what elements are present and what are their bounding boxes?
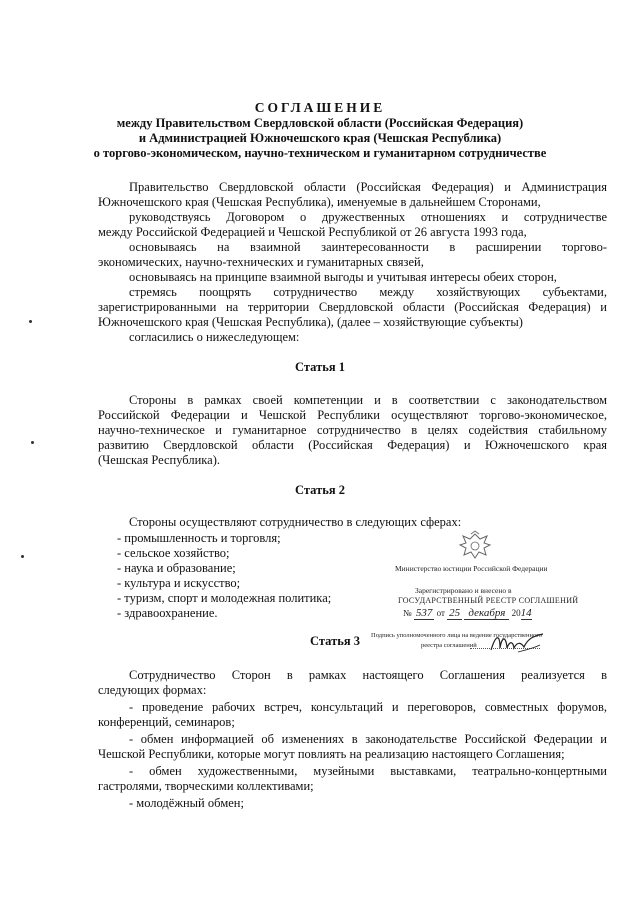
title-line-2: и Администрацией Южночешского края (Чешская Республика) [138,131,502,145]
preamble-line: Правительство Свердловской области (Российская Федерация) и Администрация [129,180,607,194]
article-3-line: следующих формах: [98,683,207,697]
article-3-line: Сотрудничество Сторон в рамках настоящего Соглашения реализуется в [129,668,607,682]
stamp-number-line [403,608,532,619]
stamp-signature-label: реестра соглашений [421,642,477,649]
article-3-line: Чешской Республики, которые могут повлиять на реализацию настоящего Соглашения; [98,747,565,761]
number-prefix: № [403,608,412,618]
preamble-line: экономических, научно-технических и гуманитарных связей, [98,255,424,269]
document-title: СОГЛАШЕНИЕ [254,100,386,115]
title-line-1: между Правительством Свердловской области (Российская Федерация) [116,116,524,130]
article-1-line: Российской Федерации и Чешской Республики осуществляют торгово-экономическое, [98,408,607,422]
preamble-line: основываясь на взаимной заинтересованности в расширении торгово- [129,240,607,254]
list-item: - наука и образование; [117,561,236,575]
article-2-heading: Статья 2 [295,483,345,497]
list-item: - промышленность и торговля; [117,531,281,545]
coat-of-arms-emblem [455,530,495,562]
handwritten-signature [488,630,548,656]
article-1-line: развитию Свердловской области (Российская Федерация) и Южночешского края [98,438,607,452]
article-3-line: - молодёжный обмен; [129,796,244,810]
stamp-registry: ГОСУДАРСТВЕННЫЙ РЕЕСТР СОГЛАШЕНИЙ [398,596,579,605]
stamp-ministry: Министерство юстиции Российской Федерации [395,564,548,573]
registration-year: 14 [520,607,532,619]
registration-month: декабря [464,607,509,620]
preamble-line: согласились о нижеследующем: [129,330,300,344]
registration-number: 537 [415,607,433,619]
preamble-line: зарегистрированными на территории Свердловской области (Российская Федерация) и [98,300,607,314]
article-3-line: - проведение рабочих встреч, консультаций и переговоров, совместных форумов, [129,700,607,714]
scan-speck [31,441,34,444]
list-item: - культура и искусство; [117,576,241,590]
registration-day: 25 [449,607,461,619]
preamble-line: стремясь поощрять сотрудничество между хозяйствующих субъектами, [129,285,607,299]
preamble-line: основываясь на принципе взаимной выгоды и учитывая интересы обеих сторон, [129,270,557,284]
article-1-line: научно-техническое и гуманитарное сотрудничество в целях содействия стабильному [98,423,607,437]
article-3-line: - обмен художественными, музейными выставками, театрально-концертными [129,764,607,778]
article-1-heading: Статья 1 [295,360,345,374]
stamp-signature-label: Подпись уполномоченного лица на ведение государственного [371,632,542,639]
preamble-line: Южночешского края (Чешская Республика), именуемые в дальнейшем Сторонами, [98,195,541,209]
preamble-line: между Российской Федерацией и Чешской Республикой от 26 августа 1993 года, [98,225,527,239]
year-prefix: 20 [511,608,521,618]
article-3-line: гастролями, творческими коллективами; [98,779,314,793]
title-line-3: о торгово-экономическом, научно-техническом и гуманитарном сотрудничестве [93,146,547,160]
scan-speck [21,555,24,558]
article-1-line: Стороны в рамках своей компетенции и в соответствии с законодательством [129,393,607,407]
scan-speck [29,320,32,323]
article-3-line: конференций, семинаров; [98,715,235,729]
stamp-registered: Зарегистрировано и внесено в [415,586,512,595]
preamble-line: Южночешского края (Чешская Республика), (далее – хозяйствующие субъекты) [98,315,523,329]
article-1-line: (Чешская Республика). [98,453,220,467]
article-3-line: - обмен информацией об изменениях в законодательстве Российской Федерации и [129,732,607,746]
list-item: - сельское хозяйство; [117,546,230,560]
article-2-intro: Стороны осуществляют сотрудничество в следующих сферах: [129,515,462,529]
list-item: - здравоохранение. [117,606,218,620]
preamble-line: руководствуясь Договором о дружественных отношениях и сотрудничестве [129,210,607,224]
article-3-heading: Статья 3 [310,634,360,648]
from-label: от [436,608,445,618]
list-item: - туризм, спорт и молодежная политика; [117,591,332,605]
